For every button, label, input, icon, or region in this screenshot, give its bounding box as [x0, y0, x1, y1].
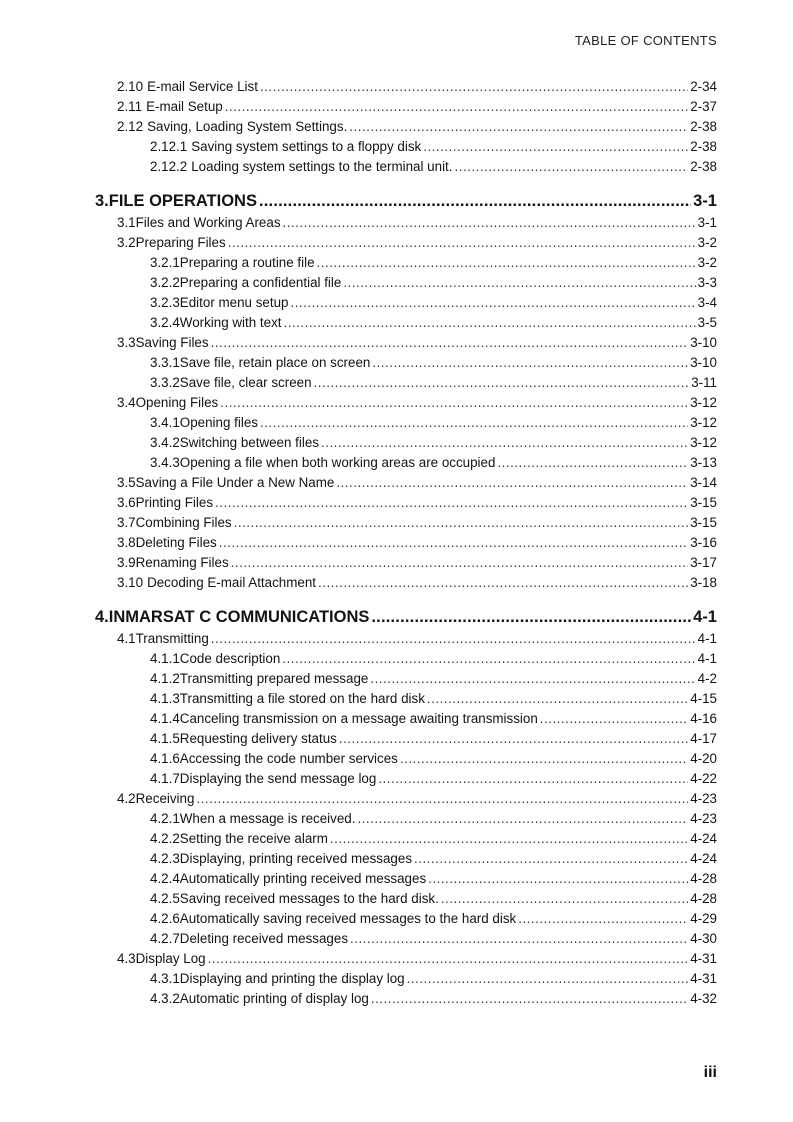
toc-entry: [0, 293, 793, 313]
toc-entry-number: 3.8: [117, 535, 136, 550]
dot-leader: [497, 453, 688, 473]
dot-leader: [343, 273, 695, 293]
dot-leader: [260, 77, 688, 97]
toc-entry-page: 2-34: [690, 79, 717, 94]
toc-entry: [0, 969, 793, 989]
toc-entry-title: Requesting delivery status: [179, 731, 337, 746]
toc-entry: [0, 393, 793, 413]
toc-entry-title: Preparing a confidential file: [179, 275, 342, 290]
toc-entry: [0, 689, 793, 709]
toc-entry-page: 3-3: [697, 275, 717, 290]
toc-entry-title: Automatically printing received messages: [179, 871, 427, 886]
dot-leader: [225, 97, 688, 117]
toc-entry-page: 3-1: [697, 215, 717, 230]
toc-entry-number: 3.1: [117, 215, 136, 230]
toc-entry-number: 3.2.3: [150, 295, 180, 310]
toc-entry-number: 4.1.6: [150, 751, 180, 766]
dot-leader: [318, 573, 688, 593]
toc-entry-title: Renaming Files: [135, 555, 229, 570]
toc-entry-page: 3-12: [690, 395, 717, 410]
toc-entry-title: When a message is received.: [179, 811, 356, 826]
dot-leader: [330, 829, 688, 849]
toc-entry-title: Loading system settings to the terminal unit.: [191, 159, 453, 174]
toc-entry-title: Editor menu setup: [179, 295, 289, 310]
toc-entry-page: 2-38: [690, 159, 717, 174]
toc-entry: [0, 157, 793, 177]
toc-chapter-entry: [0, 605, 793, 629]
toc-entry: [0, 453, 793, 473]
toc-entry-title: Transmitting: [135, 631, 209, 646]
toc-entry-number: 4.1: [117, 631, 136, 646]
toc-entry-number: 4.3: [117, 951, 136, 966]
toc-entry-title: Working with text: [179, 315, 282, 330]
toc-entry: [0, 989, 793, 1009]
toc-entry-number: 4.1.5: [150, 731, 180, 746]
dot-leader: [196, 789, 688, 809]
dot-leader: [282, 649, 695, 669]
toc-entry-page: 4-1: [693, 608, 717, 626]
toc-entry-number: 3.10: [117, 575, 144, 590]
toc-entry-page: 2-38: [690, 139, 717, 154]
toc-entry-title: Display Log: [135, 951, 206, 966]
toc-entry-number: 3.4.1: [150, 415, 180, 430]
toc-entry-number: 3.4: [117, 395, 136, 410]
toc-entry-page: 3-11: [691, 375, 717, 390]
dot-leader: [518, 909, 688, 929]
toc-entry: [0, 869, 793, 889]
toc-entry-number: 4.1.4: [150, 711, 180, 726]
toc-entry-number: 3.2: [117, 235, 136, 250]
toc-entry-page: 4-24: [690, 831, 717, 846]
toc-entry-number: 3.3.2: [150, 375, 180, 390]
toc-entry: [0, 533, 793, 553]
toc-entry-page: 4-22: [690, 771, 717, 786]
toc-entry-title: Setting the receive alarm: [179, 831, 328, 846]
toc-entry-page: 3-4: [697, 295, 717, 310]
dot-leader: [336, 473, 688, 493]
dot-leader: [220, 393, 688, 413]
toc-entry-page: 4-16: [690, 711, 717, 726]
toc-entry-title: Receiving: [135, 791, 195, 806]
dot-leader: [321, 433, 688, 453]
dot-leader: [400, 749, 688, 769]
toc-entry-title: Saving Files: [135, 335, 209, 350]
dot-leader: [357, 809, 688, 829]
toc-entry-page: 4-1: [697, 651, 717, 666]
toc-entry-title: Transmitting prepared message: [179, 671, 369, 686]
toc-entry-title: INMARSAT C COMMUNICATIONS: [108, 608, 370, 626]
dot-leader: [283, 213, 696, 233]
toc-entry-page: 3-16: [690, 535, 717, 550]
toc-entry-title: Displaying and printing the display log: [179, 971, 405, 986]
toc-entry-number: 4.2.3: [150, 851, 180, 866]
toc-entry-title: Accessing the code number services: [179, 751, 398, 766]
dot-leader: [211, 333, 689, 353]
toc-entry: [0, 77, 793, 97]
toc-entry-title: Save file, clear screen: [179, 375, 312, 390]
toc-entry-number: 4.1.7: [150, 771, 180, 786]
toc-entry-number: 3.5: [117, 475, 136, 490]
toc-entry-number: 3.2.2: [150, 275, 180, 290]
toc-entry: [0, 413, 793, 433]
dot-leader: [372, 353, 688, 373]
toc-entry: [0, 849, 793, 869]
dot-leader: [211, 629, 696, 649]
dot-leader: [349, 117, 688, 137]
toc-entry-number: 4.1.3: [150, 691, 180, 706]
toc-entry-page: 3-2: [697, 235, 717, 250]
dot-leader: [427, 689, 688, 709]
toc-entry: [0, 769, 793, 789]
toc-entry-title: Decoding E-mail Attachment: [147, 575, 317, 590]
toc-entry-title: Displaying the send message log: [179, 771, 377, 786]
toc-entry-number: 4.2.1: [150, 811, 180, 826]
dot-leader: [284, 313, 696, 333]
toc-entry-number: 3.3: [117, 335, 136, 350]
toc-entry: [0, 629, 793, 649]
toc-entry-number: 3.4.2: [150, 435, 180, 450]
toc-entry-page: 3-2: [697, 255, 717, 270]
toc-entry: [0, 729, 793, 749]
toc-entry-title: Preparing Files: [135, 235, 226, 250]
toc-entry: [0, 253, 793, 273]
toc-entry-number: 4.3.1: [150, 971, 180, 986]
dot-leader: [371, 605, 691, 629]
toc-entry-title: Saving, Loading System Settings.: [147, 119, 348, 134]
toc-entry: [0, 829, 793, 849]
toc-entry-number: 4.2.6: [150, 911, 180, 926]
toc-entry-title: FILE OPERATIONS: [108, 192, 257, 210]
dot-leader: [219, 533, 688, 553]
toc-entry-page: 2-37: [690, 99, 717, 114]
page-number: iii: [703, 1064, 717, 1081]
toc-entry: [0, 909, 793, 929]
toc-entry-title: Printing Files: [135, 495, 214, 510]
toc-entry-number: 4.2.7: [150, 931, 180, 946]
toc-entry-page: 4-31: [690, 971, 717, 986]
toc-entry: [0, 273, 793, 293]
toc-entry-page: 4-31: [690, 951, 717, 966]
dot-leader: [378, 769, 688, 789]
dot-leader: [370, 669, 695, 689]
toc-entry-title: Combining Files: [135, 515, 232, 530]
dot-leader: [428, 869, 688, 889]
toc-entry: [0, 709, 793, 729]
toc-entry-page: 4-20: [690, 751, 717, 766]
toc-entry-page: 4-15: [690, 691, 717, 706]
dot-leader: [371, 989, 688, 1009]
dot-leader: [234, 513, 689, 533]
toc-entry: [0, 213, 793, 233]
toc-entry-title: Transmitting a file stored on the hard disk: [179, 691, 425, 706]
toc-entry: [0, 97, 793, 117]
dot-leader: [339, 729, 688, 749]
toc-entry-number: 2.11: [117, 99, 143, 114]
toc-entry-number: 2.10: [117, 79, 144, 94]
dot-leader: [215, 493, 688, 513]
toc-entry-title: Automatic printing of display log: [179, 991, 369, 1006]
toc-entry: [0, 889, 793, 909]
toc-entry: [0, 809, 793, 829]
toc-entry-title: Saving a File Under a New Name: [135, 475, 335, 490]
table-of-contents: [0, 77, 793, 1009]
toc-entry-page: 4-28: [690, 891, 717, 906]
toc-entry: [0, 473, 793, 493]
toc-entry: [0, 573, 793, 593]
toc-entry: [0, 353, 793, 373]
toc-entry-number: 4.1.2: [150, 671, 180, 686]
toc-entry-page: 3-12: [690, 415, 717, 430]
toc-entry-page: 4-30: [690, 931, 717, 946]
dot-leader: [228, 233, 696, 253]
toc-entry: [0, 929, 793, 949]
toc-entry-number: 4.2: [117, 791, 136, 806]
toc-entry-page: 4-2: [697, 671, 717, 686]
toc-entry-number: 4.3.2: [150, 991, 180, 1006]
page-header-title: TABLE OF CONTENTS: [574, 33, 717, 48]
toc-entry-page: 4-23: [690, 811, 717, 826]
toc-entry: [0, 513, 793, 533]
dot-leader: [350, 929, 688, 949]
toc-chapter-entry: [0, 189, 793, 213]
dot-leader: [231, 553, 689, 573]
toc-entry-title: Displaying, printing received messages: [179, 851, 413, 866]
toc-entry: [0, 669, 793, 689]
toc-entry: [0, 333, 793, 353]
toc-entry-title: Switching between files: [179, 435, 319, 450]
toc-entry-number: 4.: [95, 608, 109, 626]
toc-entry-page: 3-15: [690, 515, 717, 530]
toc-entry-number: 4.2.5: [150, 891, 180, 906]
toc-entry: [0, 433, 793, 453]
toc-entry: [0, 493, 793, 513]
toc-entry-title: E-mail Service List: [147, 79, 258, 94]
toc-entry-number: 3.2.1: [150, 255, 180, 270]
toc-entry-number: 3.7: [117, 515, 136, 530]
dot-leader: [414, 849, 688, 869]
dot-leader: [290, 293, 695, 313]
toc-entry-title: Opening Files: [135, 395, 219, 410]
dot-leader: [540, 709, 688, 729]
toc-entry-page: 4-17: [690, 731, 717, 746]
dot-leader: [259, 189, 691, 213]
toc-entry: [0, 233, 793, 253]
toc-entry-title: Automatically saving received messages to the hard disk: [179, 911, 517, 926]
toc-entry-number: 3.4.3: [150, 455, 180, 470]
toc-entry-title: Canceling transmission on a message awaiting transmission: [179, 711, 538, 726]
toc-entry-page: 3-14: [690, 475, 717, 490]
toc-entry-page: 3-13: [690, 455, 717, 470]
toc-entry-page: 3-5: [697, 315, 717, 330]
toc-entry-page: 3-18: [690, 575, 717, 590]
toc-entry-title: Files and Working Areas: [135, 215, 281, 230]
toc-entry: [0, 553, 793, 573]
toc-entry: [0, 649, 793, 669]
dot-leader: [407, 969, 689, 989]
toc-entry-number: 3.: [95, 192, 109, 210]
toc-entry: [0, 373, 793, 393]
toc-entry-page: 3-15: [690, 495, 717, 510]
toc-entry-page: 4-24: [690, 851, 717, 866]
dot-leader: [208, 949, 689, 969]
toc-entry-title: Deleting Files: [135, 535, 217, 550]
toc-entry-number: 4.2.4: [150, 871, 180, 886]
dot-leader: [317, 253, 696, 273]
dot-leader: [260, 413, 688, 433]
toc-entry-title: Opening a file when both working areas are occupied: [179, 455, 496, 470]
toc-entry-number: 3.6: [117, 495, 136, 510]
toc-entry-number: 3.2.4: [150, 315, 180, 330]
toc-entry-page: 4-1: [697, 631, 717, 646]
toc-entry-number: 2.12: [117, 119, 144, 134]
toc-entry-title: Saving system settings to a floppy disk: [191, 139, 422, 154]
toc-entry-page: 3-10: [690, 335, 717, 350]
toc-entry-page: 3-10: [690, 355, 717, 370]
toc-entry-page: 3-17: [690, 555, 717, 570]
toc-entry-number: 3.3.1: [150, 355, 180, 370]
dot-leader: [455, 157, 689, 177]
toc-entry-number: 4.2.2: [150, 831, 180, 846]
toc-entry-number: 2.12.1: [150, 139, 188, 154]
toc-entry: [0, 749, 793, 769]
toc-entry-title: Code description: [179, 651, 281, 666]
toc-entry-title: Opening files: [179, 415, 258, 430]
dot-leader: [441, 889, 688, 909]
dot-leader: [423, 137, 688, 157]
toc-entry-page: 2-38: [690, 119, 717, 134]
toc-entry-page: 4-23: [690, 791, 717, 806]
toc-entry-title: Saving received messages to the hard disk.: [179, 891, 439, 906]
toc-entry-page: 4-32: [690, 991, 717, 1006]
toc-entry-page: 3-12: [690, 435, 717, 450]
dot-leader: [314, 373, 690, 393]
toc-entry-page: 4-29: [690, 911, 717, 926]
toc-entry: [0, 789, 793, 809]
toc-entry: [0, 949, 793, 969]
toc-entry-page: 3-1: [693, 192, 717, 210]
toc-entry-title: E-mail Setup: [146, 99, 223, 114]
toc-entry-page: 4-28: [690, 871, 717, 886]
toc-entry-title: Deleting received messages: [179, 931, 349, 946]
toc-entry-number: 4.1.1: [150, 651, 180, 666]
toc-entry: [0, 117, 793, 137]
toc-entry-title: Preparing a routine file: [179, 255, 315, 270]
toc-entry-number: 3.9: [117, 555, 136, 570]
toc-entry: [0, 137, 793, 157]
toc-entry: [0, 313, 793, 333]
toc-entry-number: 2.12.2: [150, 159, 188, 174]
toc-entry-title: Save file, retain place on screen: [179, 355, 371, 370]
